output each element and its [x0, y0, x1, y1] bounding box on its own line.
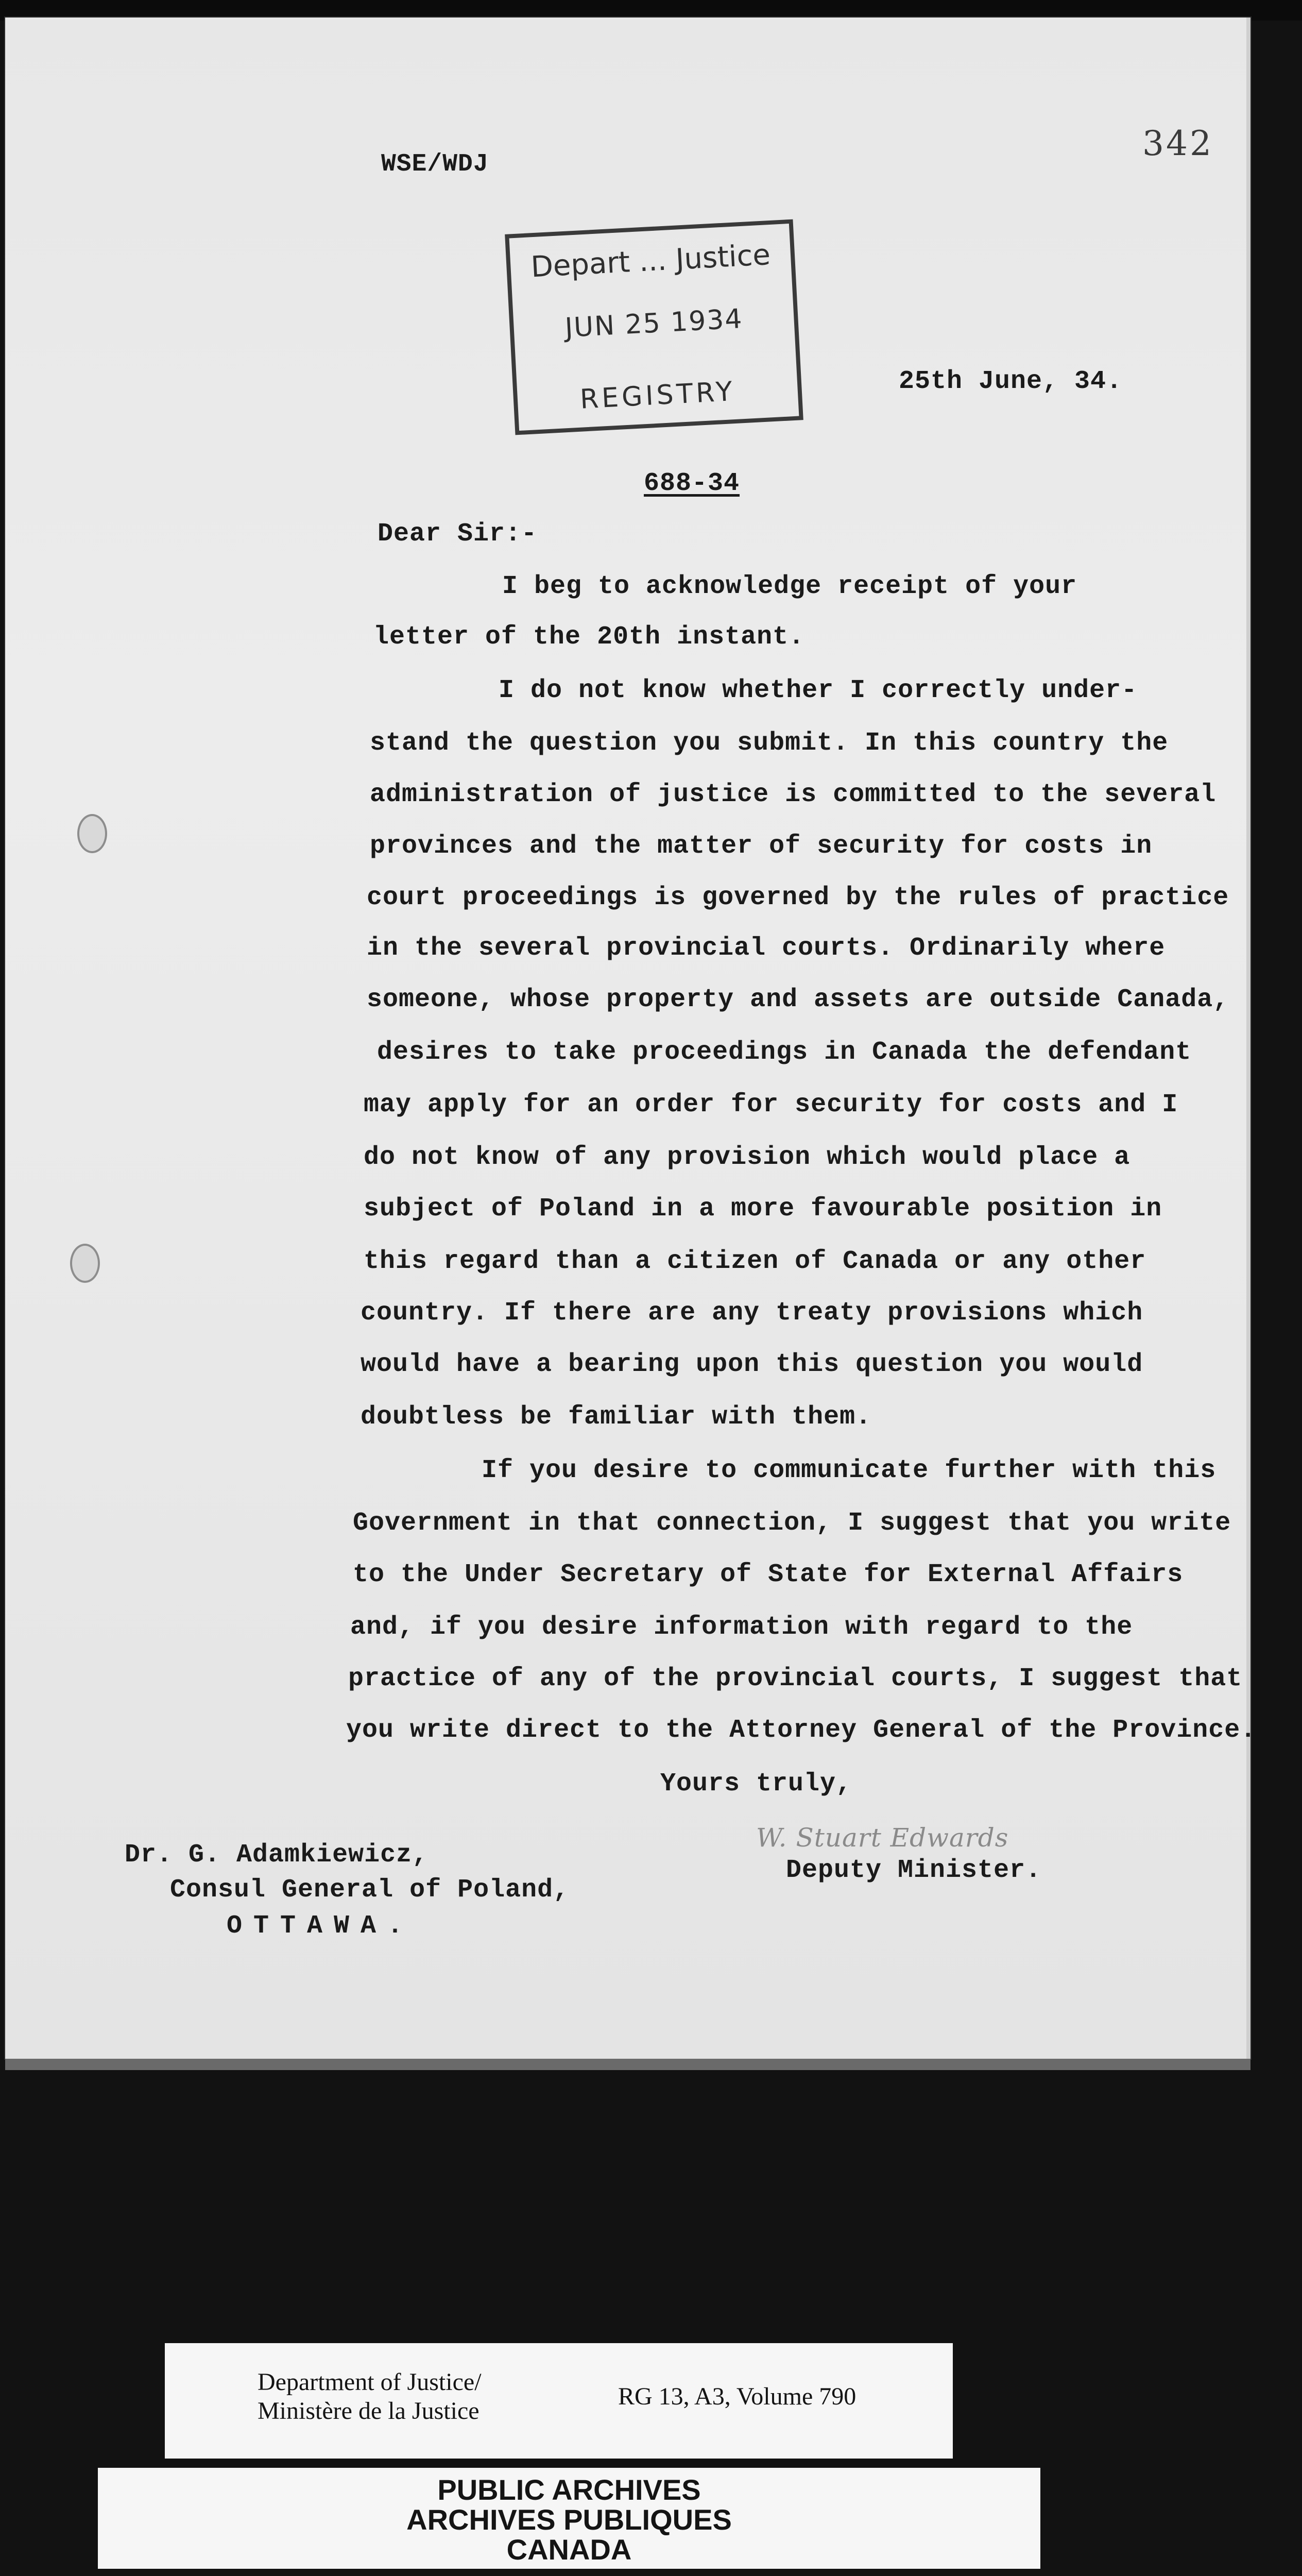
stamp-date: JUN 25 1934: [564, 303, 744, 344]
file-number: 688-34: [644, 469, 740, 498]
archives-line-country: CANADA: [506, 2533, 632, 2566]
body-line: you write direct to the Attorney General of the Province.: [346, 1716, 1257, 1745]
body-line: someone, whose property and assets are outside Canada,: [367, 985, 1229, 1014]
body-line: Government in that connection, I suggest that you write: [353, 1509, 1231, 1538]
body-line: provinces and the matter of security for costs in: [370, 832, 1153, 861]
department-name: [258, 2368, 482, 2426]
body-line: administration of justice is committed to the several: [370, 780, 1217, 809]
department-name-en: Department of Justice/: [258, 2368, 482, 2396]
body-line: I beg to acknowledge receipt of your: [502, 572, 1077, 601]
letter-date: 25th June, 34.: [899, 367, 1123, 396]
body-line: to the Under Secretary of State for External Affairs: [353, 1560, 1184, 1589]
body-line: would have a bearing upon this question you would: [361, 1350, 1143, 1379]
body-line: court proceedings is governed by the rules of practice: [367, 883, 1229, 912]
punch-hole: [70, 1244, 100, 1283]
body-line: desires to take proceedings in Canada the defendant: [377, 1038, 1192, 1067]
page-bottom-edge: [5, 2059, 1250, 2070]
body-line: may apply for an order for security for costs and I: [364, 1090, 1178, 1120]
department-name-fr: Ministère de la Justice: [258, 2397, 479, 2425]
archive-reference-label: [165, 2343, 953, 2459]
body-line: If you desire to communicate further with this: [482, 1456, 1217, 1485]
stamp-department: Depart ... Justice: [530, 238, 772, 284]
body-line: practice of any of the provincial courts, I suggest that: [348, 1664, 1243, 1693]
body-line: in the several provincial courts. Ordinarily where: [367, 934, 1166, 963]
public-archives-label: [98, 2468, 1040, 2569]
addressee-city: OTTAWA.: [227, 1911, 415, 1941]
body-line: letter of the 20th instant.: [373, 622, 805, 652]
body-line: and, if you desire information with regard to the: [350, 1613, 1133, 1642]
body-line: this regard than a citizen of Canada or any other: [364, 1247, 1146, 1276]
body-line: stand the question you submit. In this country the: [370, 728, 1169, 758]
addressee-name: Dr. G. Adamkiewicz,: [125, 1840, 429, 1870]
page-number: 342: [1142, 124, 1213, 163]
body-line: do not know of any provision which would place a: [364, 1143, 1130, 1172]
closing: Yours truly,: [660, 1769, 852, 1799]
signature: W. Stuart Edwards: [756, 1823, 1009, 1853]
addressee-title: Consul General of Poland,: [170, 1875, 570, 1905]
registry-stamp: [505, 219, 803, 435]
body-line: subject of Poland in a more favourable position in: [364, 1194, 1162, 1224]
punch-hole: [77, 814, 107, 853]
body-line: I do not know whether I correctly under-: [499, 676, 1138, 705]
signer-title: Deputy Minister.: [786, 1856, 1042, 1885]
body-line: doubtless be familiar with them.: [361, 1402, 872, 1432]
salutation: Dear Sir:-: [378, 519, 538, 549]
archives-line-fr: ARCHIVES PUBLIQUES: [406, 2503, 732, 2536]
archives-line-en: PUBLIC ARCHIVES: [437, 2473, 701, 2506]
reference-initials: WSE/WDJ: [381, 150, 489, 178]
stamp-registry: REGISTRY: [579, 376, 736, 415]
body-line: country. If there are any treaty provisions which: [361, 1298, 1143, 1328]
record-group-reference: RG 13, A3, Volume 790: [618, 2383, 856, 2410]
